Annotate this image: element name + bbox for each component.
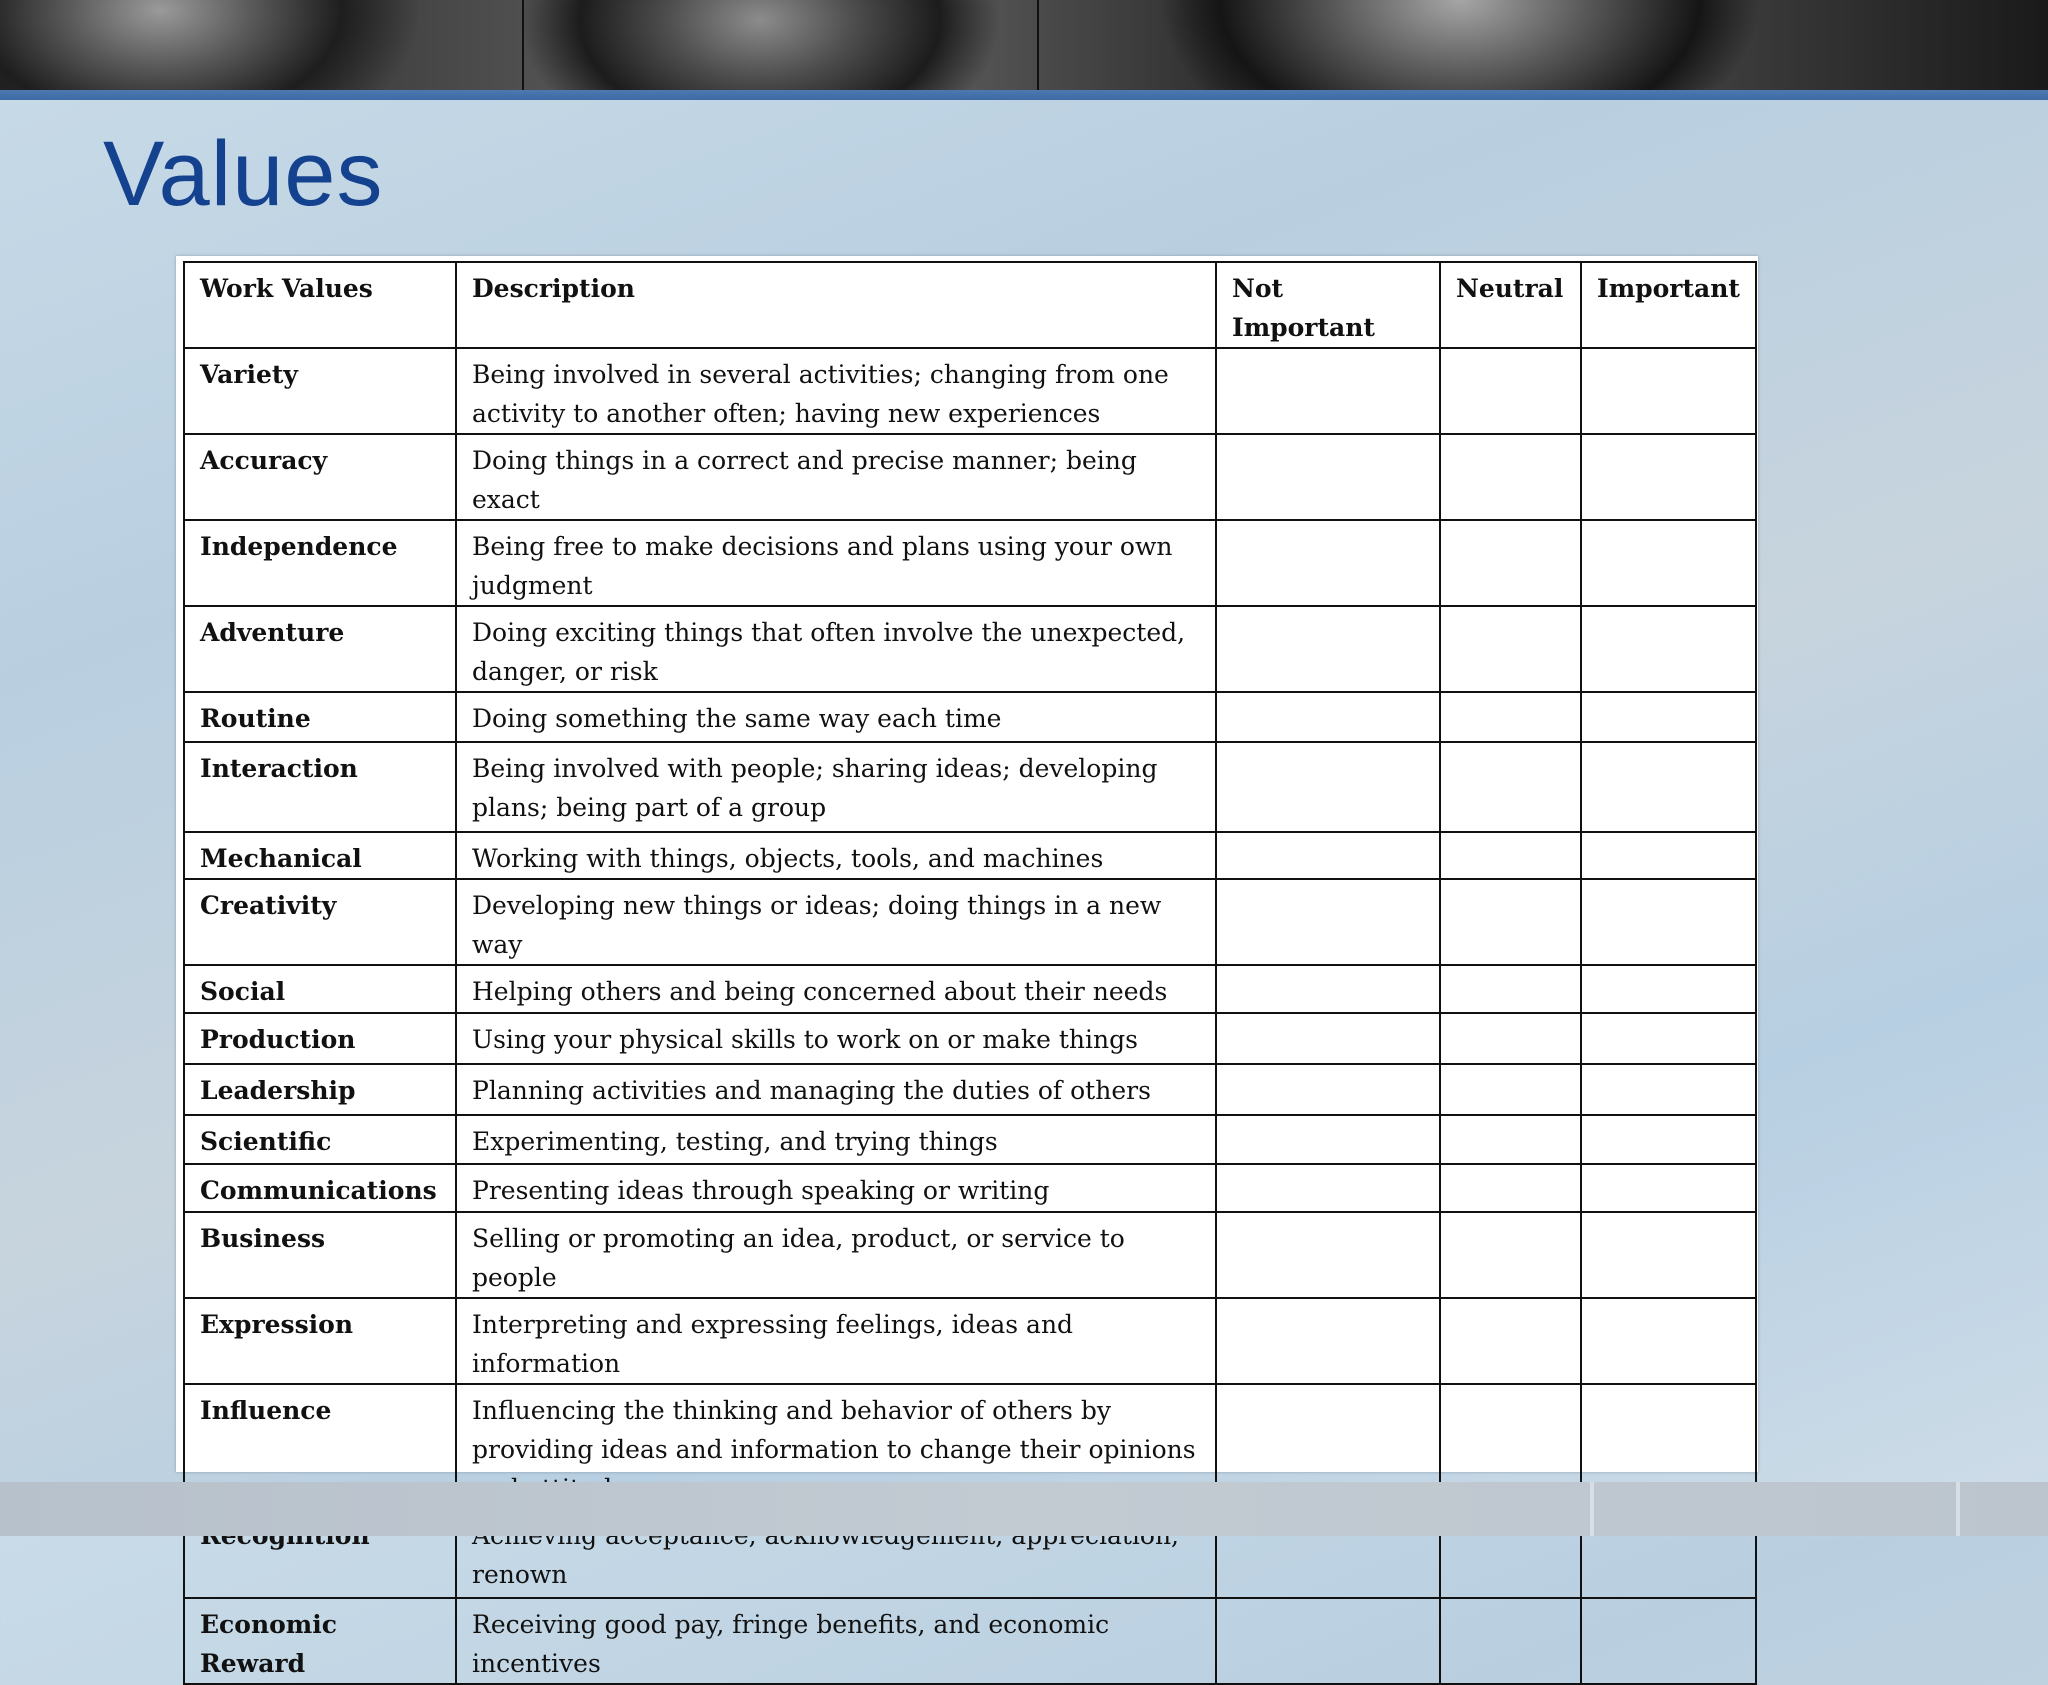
value-description: renown <box>456 1509 1216 1598</box>
important-cell[interactable] <box>1581 348 1756 434</box>
important-cell[interactable] <box>1581 520 1756 606</box>
value-name: Adventure <box>184 606 456 692</box>
important-cell[interactable] <box>1581 1064 1756 1115</box>
value-name: Expression <box>184 1298 456 1384</box>
column-header-not-important: Not Important <box>1216 262 1440 348</box>
value-description: Being involved with people; sharing ideas; developing plans; being part of a group <box>456 742 1216 832</box>
value-name: Social <box>184 965 456 1013</box>
value-name: Creativity <box>184 879 456 965</box>
value-description: Influencing the thinking and behavior of others by providing ideas and information to change their opinions <box>456 1384 1216 1509</box>
not-important-cell[interactable] <box>1216 434 1440 520</box>
value-description: Planning activities and managing the duties of others <box>456 1064 1216 1115</box>
value-name: Business <box>184 1212 456 1298</box>
footer-divider <box>1590 1482 1594 1536</box>
value-description: Receiving good pay, fringe benefits, and economic incentives <box>456 1598 1216 1684</box>
not-important-cell[interactable] <box>1216 1115 1440 1164</box>
neutral-cell[interactable] <box>1440 1013 1581 1064</box>
important-cell[interactable] <box>1581 606 1756 692</box>
important-cell[interactable] <box>1581 1212 1756 1298</box>
value-description: Developing new things or ideas; doing things in a new way <box>456 879 1216 965</box>
table-row <box>184 879 1756 965</box>
footer-bar <box>0 1482 2048 1536</box>
neutral-cell[interactable] <box>1440 1115 1581 1164</box>
table-row <box>184 1298 1756 1384</box>
value-name: Independence <box>184 520 456 606</box>
table-row <box>184 434 1756 520</box>
important-cell[interactable] <box>1581 434 1756 520</box>
value-name: Economic Reward <box>184 1598 456 1684</box>
value-description: Doing something the same way each time <box>456 692 1216 742</box>
table-row <box>184 965 1756 1013</box>
value-description: Doing things in a correct and precise manner; being exact <box>456 434 1216 520</box>
neutral-cell[interactable] <box>1440 1212 1581 1298</box>
neutral-cell[interactable] <box>1440 1164 1581 1212</box>
value-name: Variety <box>184 348 456 434</box>
value-description: Working with things, objects, tools, and machines <box>456 832 1216 879</box>
value-name: Interaction <box>184 742 456 832</box>
value-name: Mechanical <box>184 832 456 879</box>
column-header-work-values: Work Values <box>184 262 456 348</box>
important-cell[interactable] <box>1581 1013 1756 1064</box>
work-values-table <box>183 261 1757 1685</box>
work-values-table-image <box>176 256 1758 1678</box>
neutral-cell[interactable] <box>1440 520 1581 606</box>
not-important-cell[interactable] <box>1216 1598 1440 1684</box>
table-header-row <box>184 262 1756 348</box>
banner-divider <box>1037 0 1039 90</box>
important-cell[interactable] <box>1581 879 1756 965</box>
neutral-cell[interactable] <box>1440 348 1581 434</box>
header-banner-image <box>0 0 2048 90</box>
table-row <box>184 832 1756 879</box>
neutral-cell[interactable] <box>1440 434 1581 520</box>
slide-title: Values <box>103 123 384 225</box>
value-name: Scientific <box>184 1115 456 1164</box>
value-description: Being free to make decisions and plans using your own judgment <box>456 520 1216 606</box>
value-name: Production <box>184 1013 456 1064</box>
column-header-important: Important <box>1581 262 1756 348</box>
table-row <box>184 1115 1756 1164</box>
important-cell[interactable] <box>1581 965 1756 1013</box>
important-cell[interactable] <box>1581 742 1756 832</box>
important-cell[interactable] <box>1581 1298 1756 1384</box>
neutral-cell[interactable] <box>1440 1598 1581 1684</box>
value-name: Routine <box>184 692 456 742</box>
important-cell[interactable] <box>1581 692 1756 742</box>
not-important-cell[interactable] <box>1216 348 1440 434</box>
neutral-cell[interactable] <box>1440 742 1581 832</box>
not-important-cell[interactable] <box>1216 965 1440 1013</box>
table-row <box>184 348 1756 434</box>
header-accent-stripe <box>0 90 2048 100</box>
value-description: Doing exciting things that often involve the unexpected, danger, or risk <box>456 606 1216 692</box>
neutral-cell[interactable] <box>1440 692 1581 742</box>
table-row <box>184 692 1756 742</box>
not-important-cell[interactable] <box>1216 1064 1440 1115</box>
not-important-cell[interactable] <box>1216 879 1440 965</box>
banner-divider <box>522 0 524 90</box>
value-description: Selling or promoting an idea, product, or service to people <box>456 1212 1216 1298</box>
value-description: Using your physical skills to work on or make things <box>456 1013 1216 1064</box>
value-description: Presenting ideas through speaking or writing <box>456 1164 1216 1212</box>
value-description: Being involved in several activities; changing from one activity to another often; having new experiences <box>456 348 1216 434</box>
important-cell[interactable] <box>1581 1164 1756 1212</box>
value-description: Interpreting and expressing feelings, ideas and information <box>456 1298 1216 1384</box>
table-row <box>184 1164 1756 1212</box>
neutral-cell[interactable] <box>1440 606 1581 692</box>
value-name: Accuracy <box>184 434 456 520</box>
table-row <box>184 520 1756 606</box>
not-important-cell[interactable] <box>1216 1164 1440 1212</box>
important-cell[interactable] <box>1581 832 1756 879</box>
table-row <box>184 1013 1756 1064</box>
column-header-description: Description <box>456 262 1216 348</box>
table-row <box>184 1212 1756 1298</box>
value-name: Influence <box>184 1384 456 1509</box>
table-row <box>184 1064 1756 1115</box>
neutral-cell[interactable] <box>1440 965 1581 1013</box>
not-important-cell[interactable] <box>1216 832 1440 879</box>
neutral-cell[interactable] <box>1440 832 1581 879</box>
not-important-cell[interactable] <box>1216 742 1440 832</box>
not-important-cell[interactable] <box>1216 1212 1440 1298</box>
value-description: Experimenting, testing, and trying things <box>456 1115 1216 1164</box>
value-name: Communications <box>184 1164 456 1212</box>
footer-divider <box>1956 1482 1960 1536</box>
not-important-cell[interactable] <box>1216 1013 1440 1064</box>
table-row <box>184 606 1756 692</box>
not-important-cell[interactable] <box>1216 606 1440 692</box>
neutral-cell[interactable] <box>1440 1064 1581 1115</box>
not-important-cell[interactable] <box>1216 1298 1440 1384</box>
table-row <box>184 1598 1756 1684</box>
not-important-cell[interactable] <box>1216 692 1440 742</box>
value-name: Leadership <box>184 1064 456 1115</box>
neutral-cell[interactable] <box>1440 1298 1581 1384</box>
important-cell[interactable] <box>1581 1598 1756 1684</box>
neutral-cell[interactable] <box>1440 879 1581 965</box>
column-header-neutral: Neutral <box>1440 262 1581 348</box>
value-description: Helping others and being concerned about their needs <box>456 965 1216 1013</box>
not-important-cell[interactable] <box>1216 520 1440 606</box>
important-cell[interactable] <box>1581 1115 1756 1164</box>
table-row <box>184 742 1756 832</box>
